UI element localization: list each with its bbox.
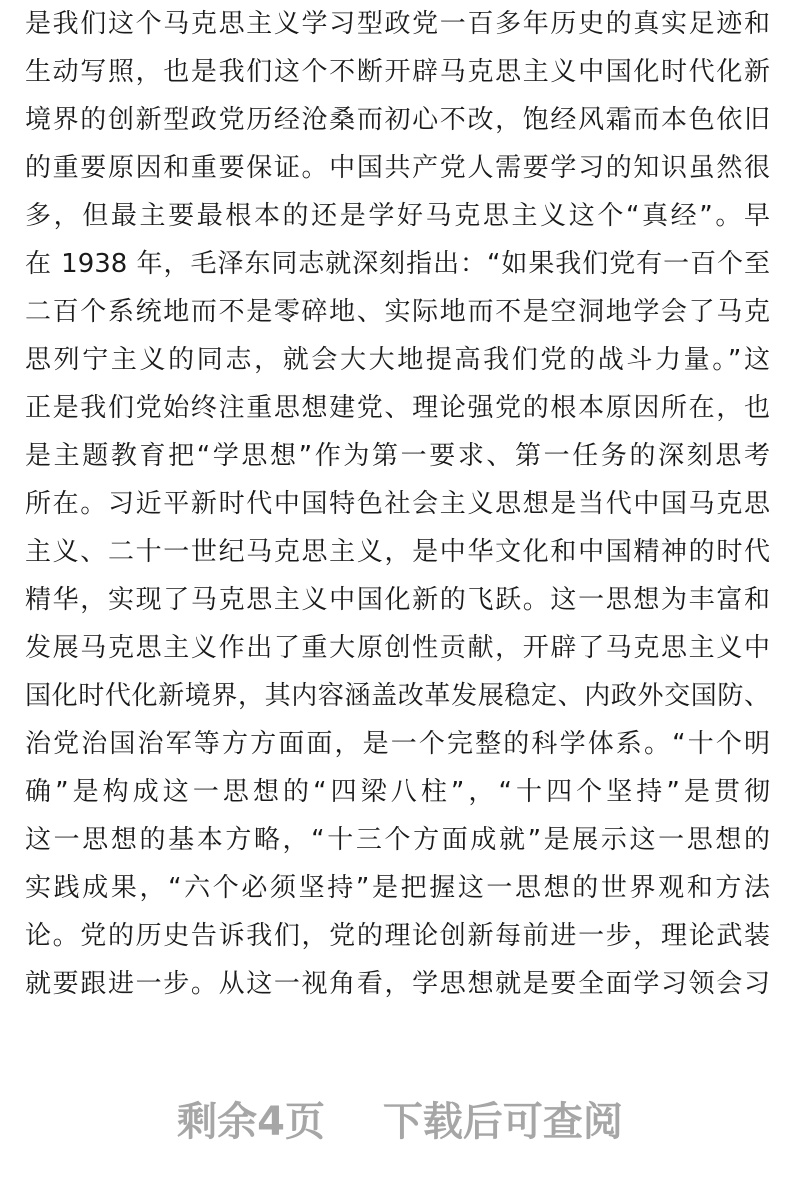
text-line: 发展马克思主义作出了重大原创性贡献，开辟了马克思主义中 xyxy=(25,633,770,663)
text-line: 二百个系统地而不是零碎地、实际地而不是空洞地学会了马克 xyxy=(25,297,770,327)
text-line: 思列宁主义的同志，就会大大地提高我们党的战斗力量。”这 xyxy=(25,345,770,375)
text-line: 生动写照，也是我们这个不断开辟马克思主义中国化时代化新 xyxy=(25,57,770,87)
text-line: 治党治国治军等方方面面，是一个完整的科学体系。“十个明 xyxy=(25,729,770,759)
text-line: 这一思想的基本方略，“十三个方面成就”是展示这一思想的 xyxy=(25,825,770,855)
text-line: 确”是构成这一思想的“四梁八柱”，“十四个坚持”是贯彻 xyxy=(25,777,770,807)
remaining-pages-label: 剩余4页 xyxy=(177,1099,325,1145)
text-line: 在 1938 年，毛泽东同志就深刻指出：“如果我们党有一百个至 xyxy=(25,249,770,279)
text-line: 论。党的历史告诉我们，党的理论创新每前进一步，理论武装 xyxy=(25,921,770,951)
text-line: 是主题教育把“学思想”作为第一要求、第一任务的深刻思考 xyxy=(25,441,770,471)
text-line: 就要跟进一步。从这一视角看，学思想就是要全面学习领会习 xyxy=(25,969,770,999)
text-line: 正是我们党始终注重思想建党、理论强党的根本原因所在，也 xyxy=(25,393,770,423)
download-prompt[interactable] xyxy=(0,1090,800,1147)
text-line: 国化时代化新境界，其内容涵盖改革发展稳定、内政外交国防、 xyxy=(25,681,770,711)
text-line: 多，但最主要最根本的还是学好马克思主义这个“真经”。早 xyxy=(25,201,770,231)
text-line: 实践成果，“六个必须坚持”是把握这一思想的世界观和方法 xyxy=(25,873,770,903)
text-line: 境界的创新型政党历经沧桑而初心不改，饱经风霜而本色依旧 xyxy=(25,105,770,135)
download-to-view-label[interactable]: 下载后可查阅 xyxy=(382,1099,623,1145)
text-line: 精华，实现了马克思主义中国化新的飞跃。这一思想为丰富和 xyxy=(25,585,770,615)
text-line: 主义、二十一世纪马克思主义，是中华文化和中国精神的时代 xyxy=(25,537,770,567)
text-line: 的重要原因和重要保证。中国共产党人需要学习的知识虽然很 xyxy=(25,153,770,183)
document-body xyxy=(25,0,770,1008)
text-line: 是我们这个马克思主义学习型政党一百多年历史的真实足迹和 xyxy=(25,9,770,39)
text-line: 所在。习近平新时代中国特色社会主义思想是当代中国马克思 xyxy=(25,489,770,519)
